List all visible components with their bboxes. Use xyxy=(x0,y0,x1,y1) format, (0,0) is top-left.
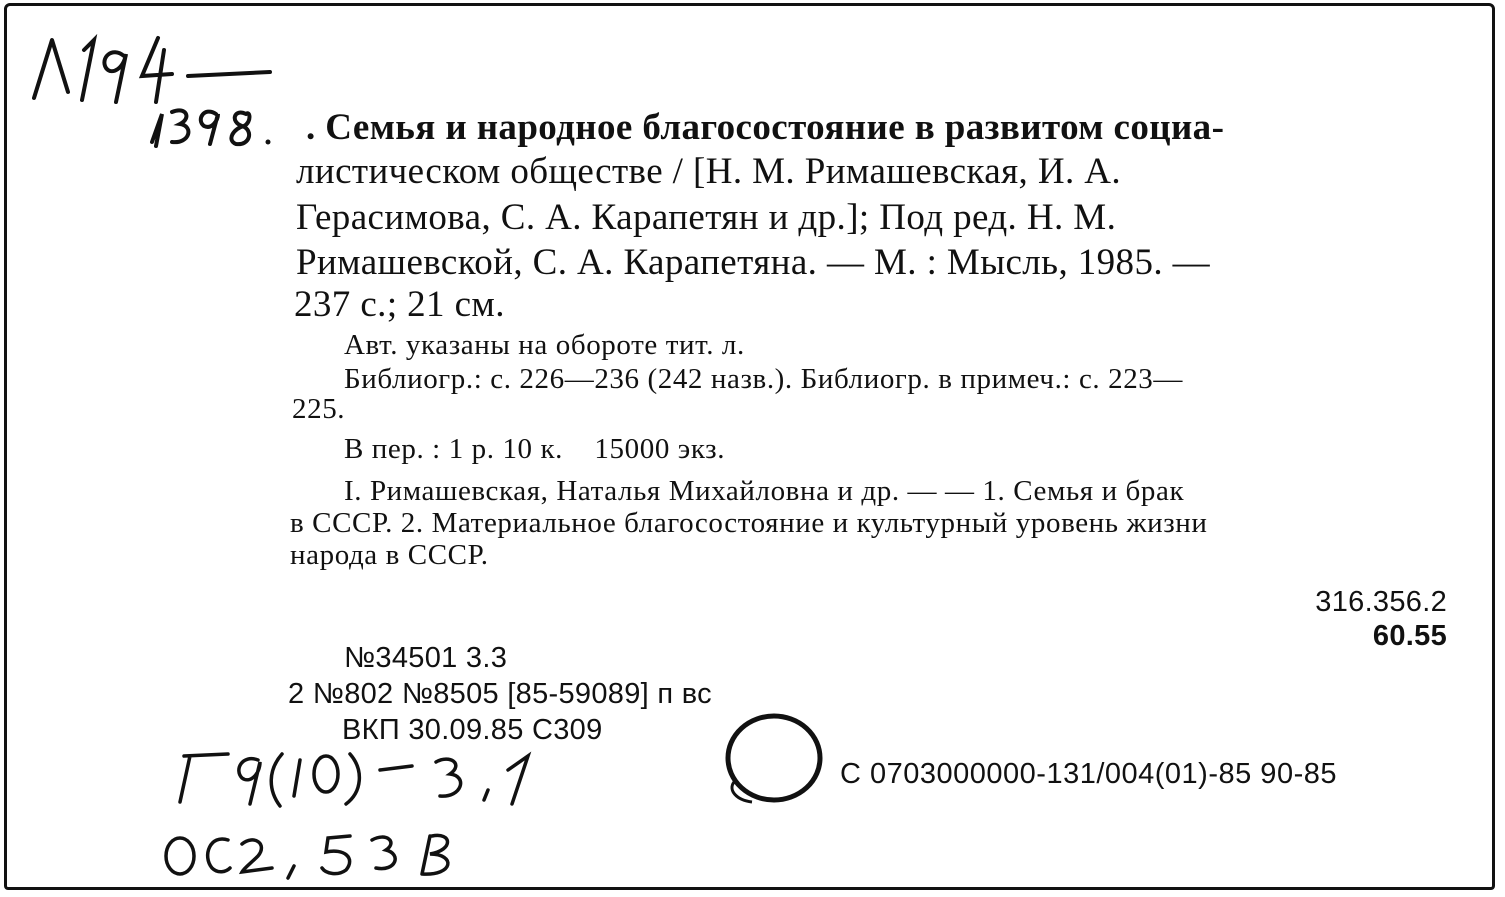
handwritten-classification xyxy=(150,740,570,890)
tracings-line-2: в СССР. 2. Материальное благосостояние и культурный уровень жизни xyxy=(290,507,1208,539)
bibliography-note-line-1: Библиогр.: с. 226—236 (242 назв.). Библиогр. в примеч.: с. 223— xyxy=(344,363,1184,395)
handwritten-call-number xyxy=(20,10,290,150)
price-circulation-note: В пер. : 1 р. 10 к. 15000 экз. xyxy=(344,433,726,465)
circle-stamp-icon xyxy=(712,704,832,814)
printing-line-3: ВКП 30.09.85 С309 xyxy=(342,714,603,746)
bibliography-note-line-2: 225. xyxy=(292,393,346,425)
entry-line-2: листическом обществе / [Н. М. Римашевская, И. А. xyxy=(296,151,1122,192)
authors-note: Авт. указаны на обороте тит. л. xyxy=(344,329,745,361)
printing-line-1: №34501 3.3 xyxy=(344,642,508,674)
tracings-line-1: I. Римашевская, Наталья Михайловна и др. — — 1. Семья и брак xyxy=(344,475,1185,507)
entry-line-5: 237 с.; 21 см. xyxy=(294,284,505,325)
bbk-index: 60.55 xyxy=(1372,620,1447,652)
entry-line-3: Герасимова, С. А. Карапетян и др.]; Под ред. Н. М. xyxy=(296,197,1117,238)
tracings-line-3: народа в СССР. xyxy=(290,539,489,571)
udc-index: 316.356.2 xyxy=(1315,586,1447,618)
entry-line-4: Римашевской, С. А. Карапетяна. — М. : Мысль, 1985. — xyxy=(296,242,1211,283)
entry-line-1: . Семья и народное благосостояние в развитом социа- xyxy=(306,107,1225,148)
printing-line-2: 2 №802 №8505 [85-59089] п вс xyxy=(288,678,712,710)
copyright-code: С 0703000000-131/004(01)-85 90-85 xyxy=(840,758,1337,790)
